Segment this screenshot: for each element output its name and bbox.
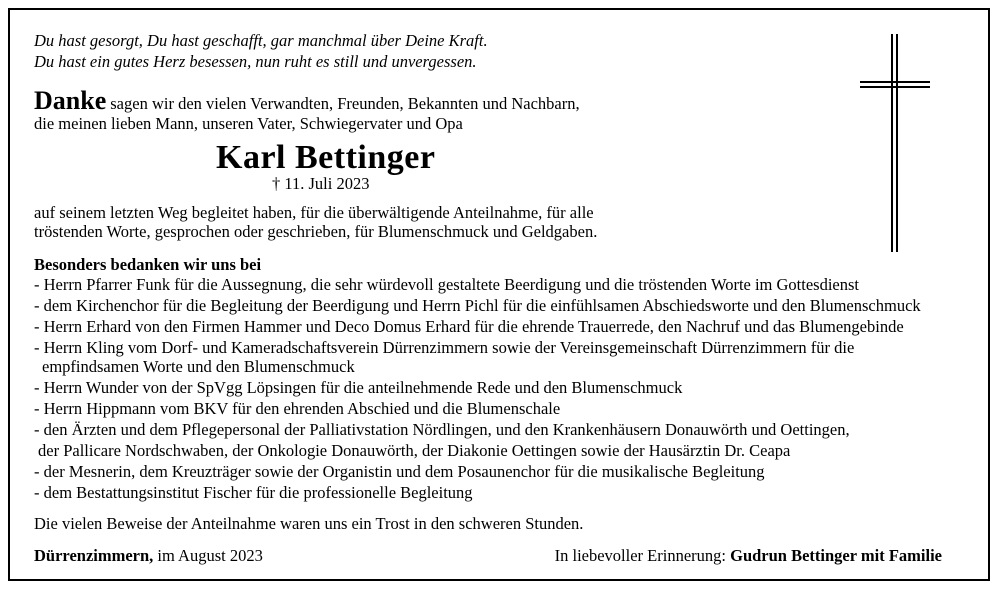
intro-line-2: die meinen lieben Mann, unseren Vater, Schwiegervater und Opa [34,114,463,133]
special-line: der Pallicare Nordschwaben, der Onkologie Donauwörth, der Diakonie Oettingen sowie der Hausärztin Dr. Ceapa [38,441,791,460]
deceased-name: Karl Bettinger [216,139,436,176]
thanks-line-1: auf seinem letzten Weg begleitet haben, für die überwältigende Anteilnahme, für alle [34,203,594,222]
memory-label: In liebevoller Erinnerung: [554,546,726,565]
special-line: - Herrn Hippmann vom BKV für den ehrenden Abschied und die Blumenschale [34,399,561,418]
thanks-line-2: tröstenden Worte, gesprochen oder geschrieben, für Blumenschmuck und Geldgaben. [34,222,598,241]
intro-line-1-rest: sagen wir den vielen Verwandten, Freunden, Bekannten und Nachbarn, [110,94,580,113]
special-line: - der Mesnerin, dem Kreuzträger sowie der Organistin und dem Posaunenchor für die musikalische Begleitung [34,462,765,481]
footer-place-date [34,546,263,566]
footer-date: im August 2023 [157,546,263,565]
footer-signature [555,546,942,566]
footer-place: Dürrenzimmern, [34,546,154,565]
special-line: - den Ärzten und dem Pflegepersonal der Palliativstation Nördlingen, und den Krankenhäusern Donauwörth und Oettingen, [34,420,850,439]
special-line: - dem Kirchenchor für die Begleitung der Beerdigung und Herrn Pichl für die einfühlsamen Abschiedsworte und den Blumenschmuck [34,296,921,315]
death-date: † 11. Juli 2023 [272,174,370,193]
cross-icon [860,34,930,252]
special-line: empfindsamen Worte und den Blumenschmuck [42,357,355,376]
special-line: - Herrn Pfarrer Funk für die Aussegnung, die sehr würdevoll gestaltete Beerdigung und die tröstenden Worte im Gottesdienst [34,275,860,294]
closing-line: Die vielen Beweise der Anteilnahme waren uns ein Trost in den schweren Stunden. [34,514,584,533]
special-line: - Herrn Wunder von der SpVgg Löpsingen für die anteilnehmende Rede und den Blumenschmuck [34,378,683,397]
special-line: - Herrn Kling vom Dorf- und Kameradschaftsverein Dürrenzimmern sowie der Vereinsgemeinschaft Dürrenzimmern für die [34,338,855,357]
family-name: Gudrun Bettinger mit Familie [730,546,942,565]
intro-line-1 [34,86,580,116]
danke-word: Danke [34,86,107,115]
special-heading: Besonders bedanken wir uns bei [34,255,262,274]
quote-line-1: Du hast gesorgt, Du hast geschafft, gar manchmal über Deine Kraft. [34,31,488,50]
special-line: - Herrn Erhard von den Firmen Hammer und Deco Domus Erhard für die ehrende Trauerrede, den Nachruf und das Blumengebinde [34,317,904,336]
quote-line-2: Du hast ein gutes Herz besessen, nun ruht es still und unvergessen. [34,52,477,71]
special-line: - dem Bestattungsinstitut Fischer für die professionelle Begleitung [34,483,473,502]
